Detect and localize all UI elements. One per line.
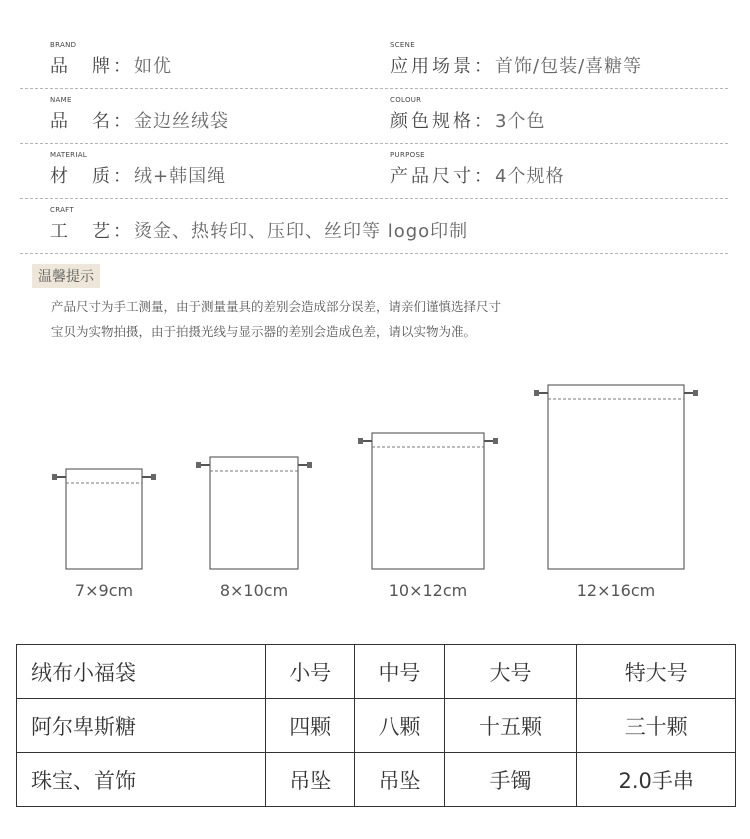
table-header-cell: 大号 bbox=[444, 645, 577, 699]
bag-cord-end bbox=[151, 474, 156, 480]
bag-body bbox=[210, 457, 298, 569]
table-cell: 十五颗 bbox=[444, 699, 577, 753]
spec-craft-value: 烫金、热转印、压印、丝印等 logo印制 bbox=[134, 221, 469, 242]
bag-size-label: 10×12cm bbox=[388, 581, 468, 600]
bag-outline bbox=[52, 469, 156, 569]
tips-line-1: 产品尺寸为手工测量，由于测量量具的差别会造成部分误差，请亲们谨慎选择尺寸 bbox=[51, 299, 502, 314]
bag-cord-end bbox=[52, 474, 57, 480]
spec-colour-value: 3个色 bbox=[495, 111, 546, 132]
spec-row-material bbox=[20, 148, 728, 199]
spec-row-name bbox=[20, 93, 728, 144]
spec-brand-value: 如优 bbox=[134, 56, 172, 77]
spec-material-value: 绒+韩国绳 bbox=[134, 166, 227, 187]
bag-outline bbox=[534, 385, 698, 569]
table-row bbox=[17, 699, 736, 753]
table-header-row bbox=[17, 645, 736, 699]
bag-size-label: 12×16cm bbox=[576, 581, 656, 600]
table-header-cell: 中号 bbox=[355, 645, 444, 699]
bag-size-label: 8×10cm bbox=[219, 581, 289, 600]
table-cell: 吊坠 bbox=[266, 753, 355, 807]
tips-line-2: 宝贝为实物拍摄，由于拍摄光线与显示器的差别会造成色差，请以实物为准。 bbox=[51, 324, 477, 339]
table-header-cell: 特大号 bbox=[577, 645, 736, 699]
spec-row-brand bbox=[20, 38, 728, 89]
spec-name-value: 金边丝绒袋 bbox=[134, 111, 229, 132]
spec-scene-label: 应用场景： bbox=[390, 56, 495, 77]
bag-outline bbox=[358, 433, 498, 569]
bag-body bbox=[66, 469, 142, 569]
bag-cord-end bbox=[307, 462, 312, 468]
bag-body bbox=[548, 385, 684, 569]
spec-material-en: MATERIAL bbox=[50, 151, 87, 159]
bag-outline bbox=[196, 457, 312, 569]
table-cell: 手镯 bbox=[444, 753, 577, 807]
size-usage-table bbox=[16, 644, 736, 807]
bag-size-diagram bbox=[0, 370, 750, 610]
spec-row-craft bbox=[20, 203, 728, 254]
spec-scene-value: 首饰/包装/喜糖等 bbox=[495, 56, 643, 77]
table-cell: 珠宝、首饰 bbox=[17, 753, 266, 807]
spec-brand-en: BRAND bbox=[50, 41, 77, 49]
spec-craft-en: CRAFT bbox=[50, 206, 74, 214]
spec-purpose-en: PURPOSE bbox=[390, 151, 425, 159]
bag-cord-end bbox=[358, 438, 363, 444]
spec-material-label: 材 质： bbox=[50, 166, 134, 187]
spec-colour-label: 颜色规格： bbox=[390, 111, 495, 132]
table-header-cell: 绒布小福袋 bbox=[17, 645, 266, 699]
table-cell: 八颗 bbox=[355, 699, 444, 753]
bag-cord-end bbox=[196, 462, 201, 468]
table-cell: 2.0手串 bbox=[577, 753, 736, 807]
table-cell: 阿尔卑斯糖 bbox=[17, 699, 266, 753]
spec-name-label: 品 名： bbox=[50, 111, 134, 132]
bag-body bbox=[372, 433, 484, 569]
table-cell: 四颗 bbox=[266, 699, 355, 753]
table-header-cell: 小号 bbox=[266, 645, 355, 699]
bag-cord-end bbox=[493, 438, 498, 444]
spec-purpose-value: 4个规格 bbox=[495, 166, 565, 187]
spec-scene-en: SCENE bbox=[390, 41, 415, 49]
spec-name-en: NAME bbox=[50, 96, 72, 104]
bag-cord-end bbox=[534, 390, 539, 396]
bag-size-label: 7×9cm bbox=[74, 581, 134, 600]
spec-colour-en: COLOUR bbox=[390, 96, 422, 104]
table-cell: 三十颗 bbox=[577, 699, 736, 753]
bag-cord-end bbox=[693, 390, 698, 396]
spec-purpose-label: 产品尺寸： bbox=[390, 166, 495, 187]
tips-title: 温馨提示 bbox=[32, 264, 100, 288]
spec-brand-label: 品 牌： bbox=[50, 56, 134, 77]
table-cell: 吊坠 bbox=[355, 753, 444, 807]
spec-craft-label: 工 艺： bbox=[50, 221, 134, 242]
table-row bbox=[17, 753, 736, 807]
